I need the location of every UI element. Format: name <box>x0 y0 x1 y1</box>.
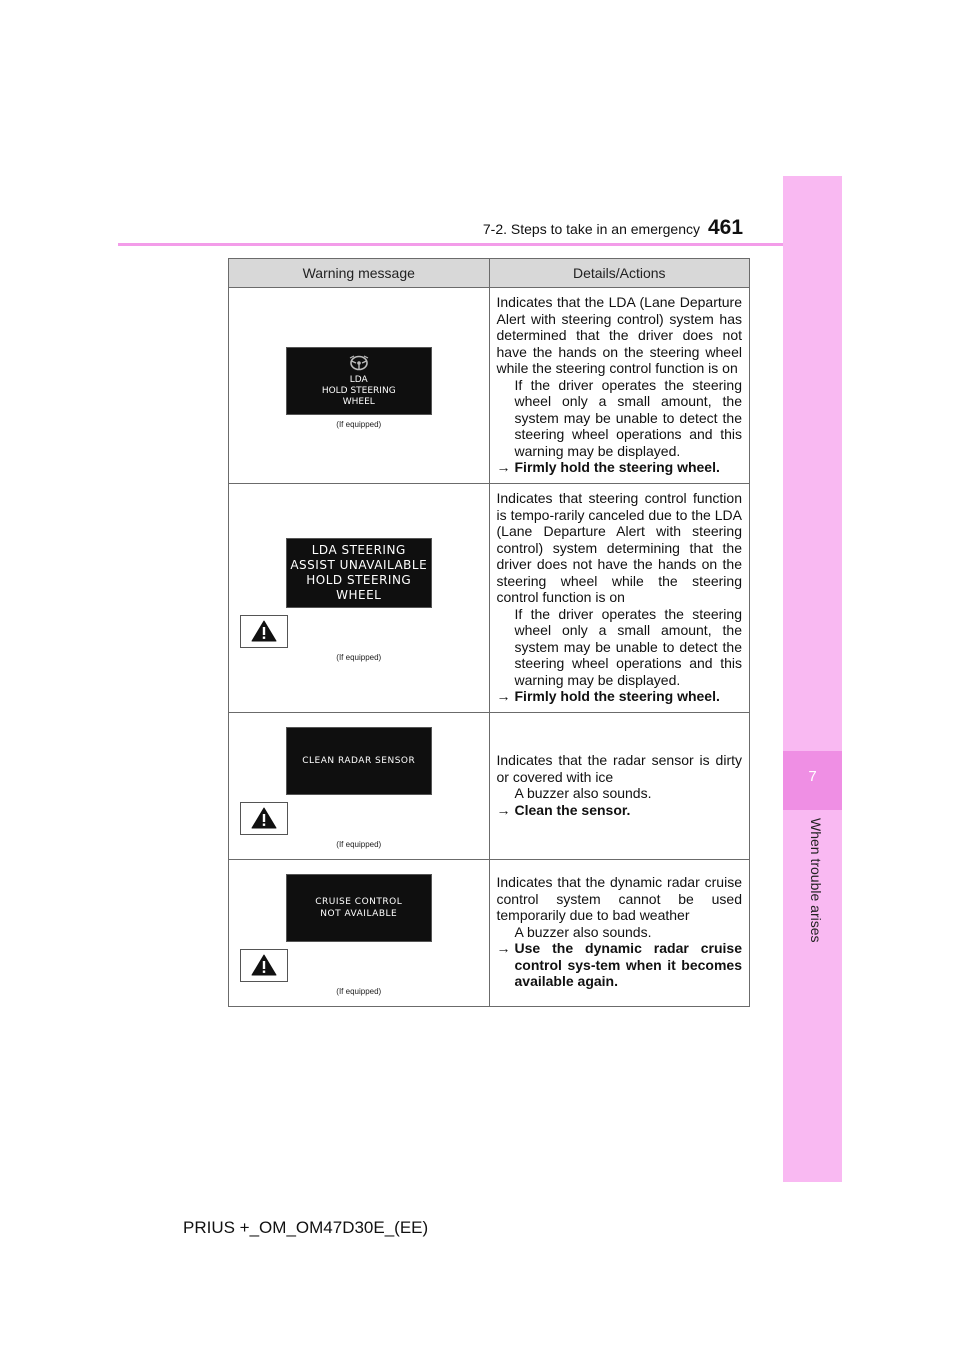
if-equipped-note: (If equipped) <box>336 839 382 849</box>
display-line: CLEAN RADAR SENSOR <box>302 755 416 766</box>
table-header-row <box>229 259 750 288</box>
details-cell <box>489 288 750 484</box>
description-text: Indicates that the LDA (Lane Departure Alert with steering control) system has determined that the driver does not have the hands on the steering wheel while the steering control function is on <box>496 294 742 377</box>
arrow-icon: → <box>496 801 511 818</box>
steering-hands-icon <box>348 355 370 371</box>
action-label: Clean the sensor. <box>514 801 631 818</box>
display-line: HOLD STEERING <box>306 572 412 587</box>
display-line: LDA <box>349 375 368 385</box>
action-label: Firmly hold the steering wheel. <box>514 459 720 476</box>
note-text: A buzzer also sounds. <box>514 785 652 801</box>
arrow-icon: → <box>496 940 511 957</box>
action-text <box>497 459 743 476</box>
display-lda-hold-steering <box>286 347 432 415</box>
display-line: LDA STEERING <box>311 542 406 557</box>
warning-triangle-icon <box>251 807 277 829</box>
description-text: Indicates that the dynamic radar cruise control system cannot be used temporarily due to bad weather <box>496 874 742 924</box>
warning-message-cell <box>229 859 490 1006</box>
chapter-side-tab <box>783 176 842 1182</box>
action-label: Use the dynamic radar cruise control sys-tem when it becomes available again. <box>514 940 742 990</box>
details-cell <box>489 484 750 713</box>
column-header-warning-message: Warning message <box>229 259 490 288</box>
document-code: PRIUS +_OM_OM47D30E_(EE) <box>183 1218 429 1237</box>
warning-message-cell <box>229 288 490 484</box>
if-equipped-note: (If equipped) <box>336 986 382 996</box>
table-row <box>229 859 750 1006</box>
column-header-details-actions: Details/Actions <box>489 259 750 288</box>
display-clean-radar-sensor <box>286 727 432 795</box>
description-text: Indicates that steering control function is tempo-rarily canceled due to the LDA (Lane Departure Alert with steering control) system determining that the driver does not have the hands on the steering wheel while the steering control function is on <box>496 490 742 605</box>
if-equipped-note: (If equipped) <box>336 419 382 429</box>
warning-message-table <box>228 258 750 1007</box>
table-row <box>229 484 750 713</box>
action-text <box>497 688 743 705</box>
warning-triangle-icon <box>251 620 277 642</box>
display-cruise-control-not-available <box>286 874 432 942</box>
chapter-title: When trouble arises <box>808 818 824 943</box>
header-rule <box>118 243 783 246</box>
display-line: WHEEL <box>336 587 382 602</box>
arrow-icon: → <box>496 688 511 704</box>
table-row <box>229 712 750 859</box>
warning-triangle-icon <box>251 954 277 976</box>
display-line: NOT AVAILABLE <box>320 908 398 919</box>
page-number: 461 <box>708 216 744 239</box>
warning-indicator-box <box>240 802 288 835</box>
arrow-icon: → <box>496 459 511 476</box>
action-text <box>497 802 743 819</box>
display-lda-steering-assist-unavailable <box>286 538 432 608</box>
details-cell <box>489 859 750 1006</box>
chapter-number: 7 <box>808 768 817 785</box>
description-text: Indicates that the radar sensor is dirty or covered with ice <box>496 752 742 785</box>
display-line: WHEEL <box>342 397 375 407</box>
action-label: Firmly hold the steering wheel. <box>514 688 720 704</box>
display-line: HOLD STEERING <box>321 386 396 396</box>
note-text: A buzzer also sounds. <box>514 923 652 940</box>
warning-message-cell <box>229 712 490 859</box>
if-equipped-note: (If equipped) <box>336 652 382 662</box>
display-line: CRUISE CONTROL <box>315 896 403 907</box>
note-text: If the driver operates the steering wheel only a small amount, the system may be unable to detect the steering wheel operations and this warning may be displayed. <box>514 376 742 459</box>
action-text <box>497 940 743 990</box>
warning-indicator-box <box>240 615 288 648</box>
warning-message-cell <box>229 484 490 713</box>
details-cell <box>489 712 750 859</box>
warning-indicator-box <box>240 949 288 982</box>
note-text: If the driver operates the steering wheel only a small amount, the system may be unable to detect the steering wheel operations and this warning may be displayed. <box>514 605 742 688</box>
table-row <box>229 288 750 484</box>
display-line: ASSIST UNAVAILABLE <box>290 557 428 572</box>
section-title: 7-2. Steps to take in an emergency <box>482 221 700 237</box>
